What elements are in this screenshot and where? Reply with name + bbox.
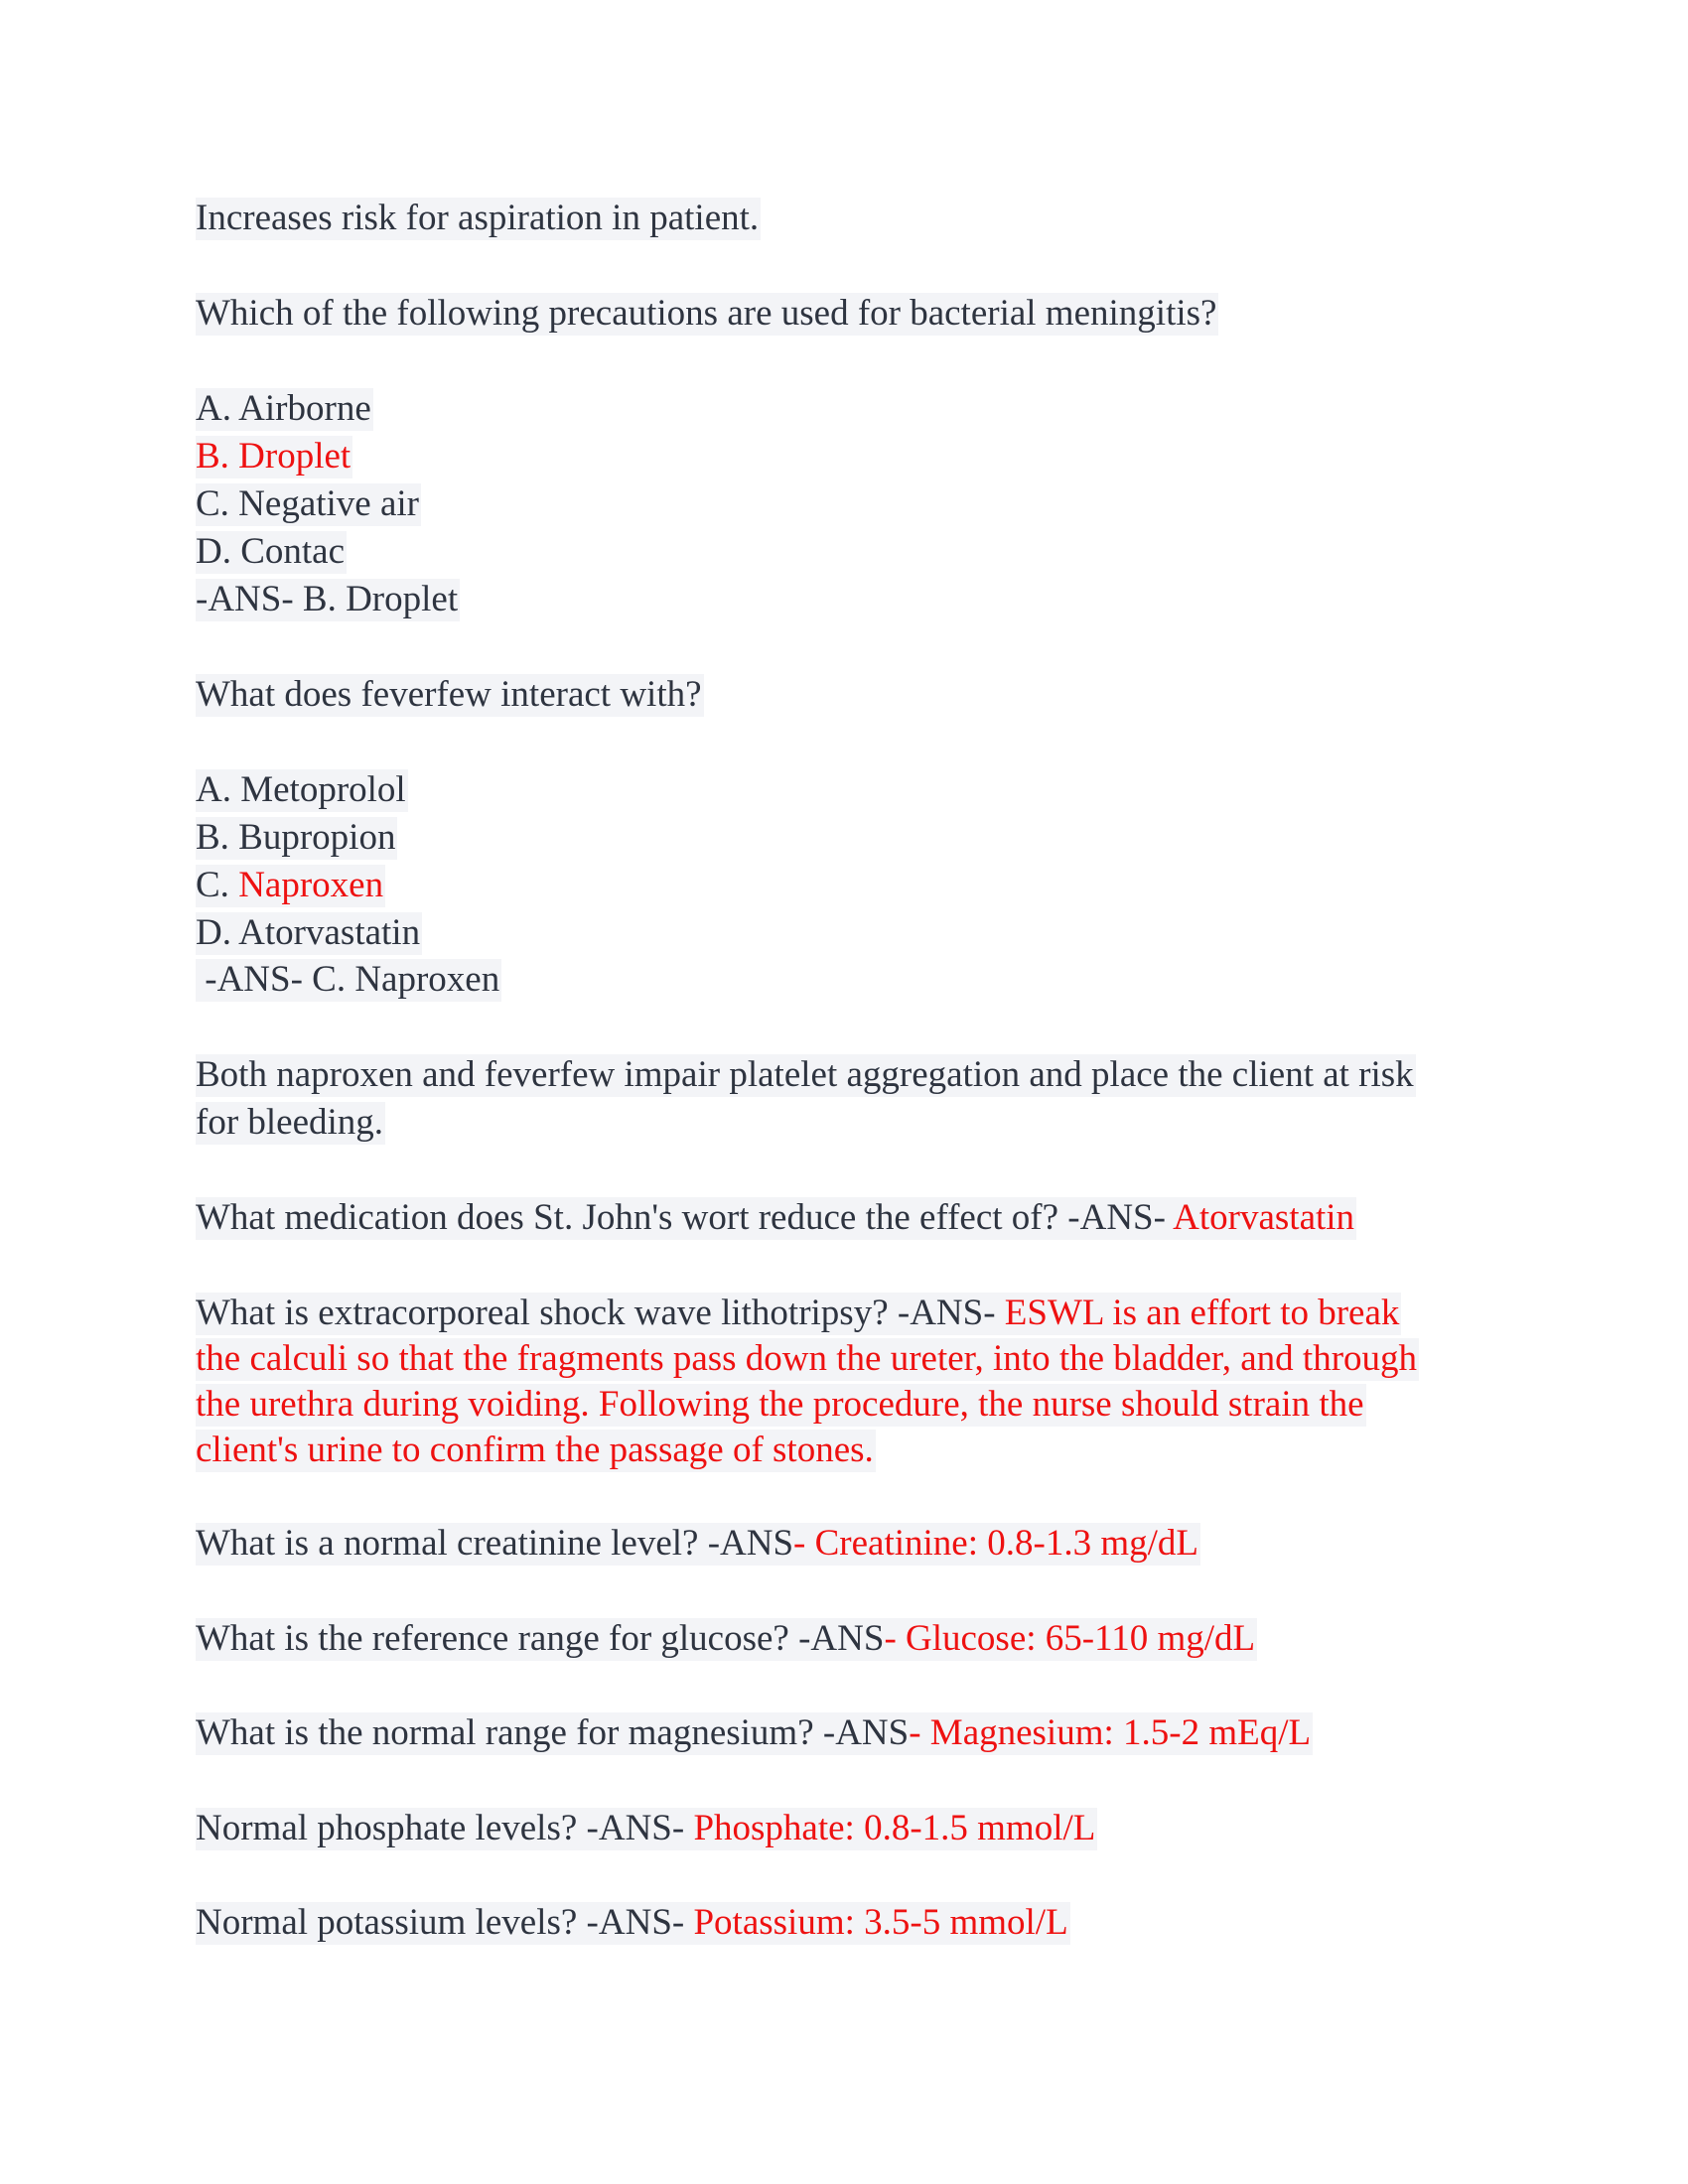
q2-option-c-correct: Naproxen — [238, 865, 384, 905]
q2-option-a: A. Metoprolol — [196, 769, 406, 810]
q2-rationale-line-1: Both naproxen and feverfew impair platelet aggregation and place the client at risk — [196, 1054, 1414, 1095]
q2-rationale-line-2: for bleeding. — [196, 1102, 384, 1143]
q3-answer: Atorvastatin — [1173, 1197, 1355, 1238]
q4-answer-part-4: client's urine to confirm the passage of stones. — [196, 1430, 874, 1470]
q1-answer: -ANS- B. Droplet — [196, 579, 459, 619]
q9-answer: Potassium: 3.5-5 mmol/L — [693, 1902, 1068, 1943]
q9-line: Normal potassium levels? -ANS- Potassium: 3.5-5 mmol/L — [196, 1902, 1068, 1943]
q8-answer: Phosphate: 0.8-1.5 mmol/L — [693, 1808, 1096, 1848]
intro-text: Increases risk for aspiration in patient. — [196, 198, 760, 238]
q7-answer: - Magnesium: 1.5-2 mEq/L — [909, 1712, 1312, 1753]
q1-question: Which of the following precautions are used for bacterial meningitis? — [196, 293, 1217, 334]
q1-option-d: D. Contac — [196, 531, 346, 572]
q1-option-b-correct: B. Droplet — [196, 436, 352, 477]
q3-line: What medication does St. John's wort reduce the effect of? -ANS- Atorvastatin — [196, 1197, 1355, 1238]
q2-question: What does feverfew interact with? — [196, 674, 702, 715]
q2-option-d: D. Atorvastatin — [196, 912, 421, 953]
q2-answer: -ANS- C. Naproxen — [196, 959, 500, 1000]
q5-answer: - Creatinine: 0.8-1.3 mg/dL — [793, 1523, 1198, 1564]
q1-option-a: A. Airborne — [196, 388, 371, 429]
q4-line-1: What is extracorporeal shock wave lithotripsy? -ANS- ESWL is an effort to break — [196, 1293, 1400, 1333]
q1-option-c: C. Negative air — [196, 483, 419, 524]
q8-line: Normal phosphate levels? -ANS- Phosphate: 0.8-1.5 mmol/L — [196, 1808, 1096, 1848]
q7-line: What is the normal range for magnesium? -ANS- Magnesium: 1.5-2 mEq/L — [196, 1712, 1312, 1753]
q2-option-b: B. Bupropion — [196, 817, 396, 858]
q6-line: What is the reference range for glucose? -ANS- Glucose: 65-110 mg/dL — [196, 1618, 1256, 1659]
q4-answer-part-3: the urethra during voiding. Following the procedure, the nurse should strain the — [196, 1384, 1364, 1425]
q4-answer-part-1: ESWL is an effort to break — [1004, 1293, 1400, 1333]
q6-answer: - Glucose: 65-110 mg/dL — [884, 1618, 1256, 1659]
q4-answer-part-2: the calculi so that the fragments pass down the ureter, into the bladder, and through — [196, 1338, 1418, 1379]
q2-option-c: C. Naproxen — [196, 865, 384, 905]
q5-line: What is a normal creatinine level? -ANS- Creatinine: 0.8-1.3 mg/dL — [196, 1523, 1198, 1564]
